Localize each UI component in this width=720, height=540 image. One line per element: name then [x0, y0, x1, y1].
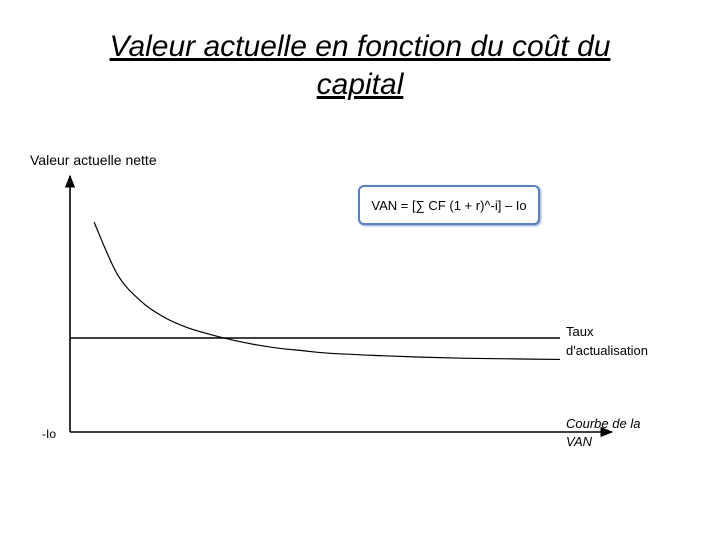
npv-curve: [94, 222, 560, 359]
curve-label-line-1: Courbe de la: [566, 416, 641, 431]
curve-label-line-2: VAN: [566, 434, 593, 449]
curve-label: [566, 415, 640, 451]
x-axis-label: [566, 322, 648, 360]
x-axis-label-line-2: d'actualisation: [566, 343, 648, 358]
formula-box: [358, 185, 540, 225]
x-axis-label-line-1: Taux: [566, 324, 594, 339]
y-axis-label: Valeur actuelle nette: [30, 152, 157, 168]
formula-text: VAN = [∑ CF (1 + r)^-i] – Io: [371, 197, 527, 213]
neg-investment-label: -Io: [42, 427, 57, 441]
title-line-1: Valeur actuelle en fonction du coût du: [109, 30, 611, 63]
title-line-2: capital: [316, 68, 404, 101]
